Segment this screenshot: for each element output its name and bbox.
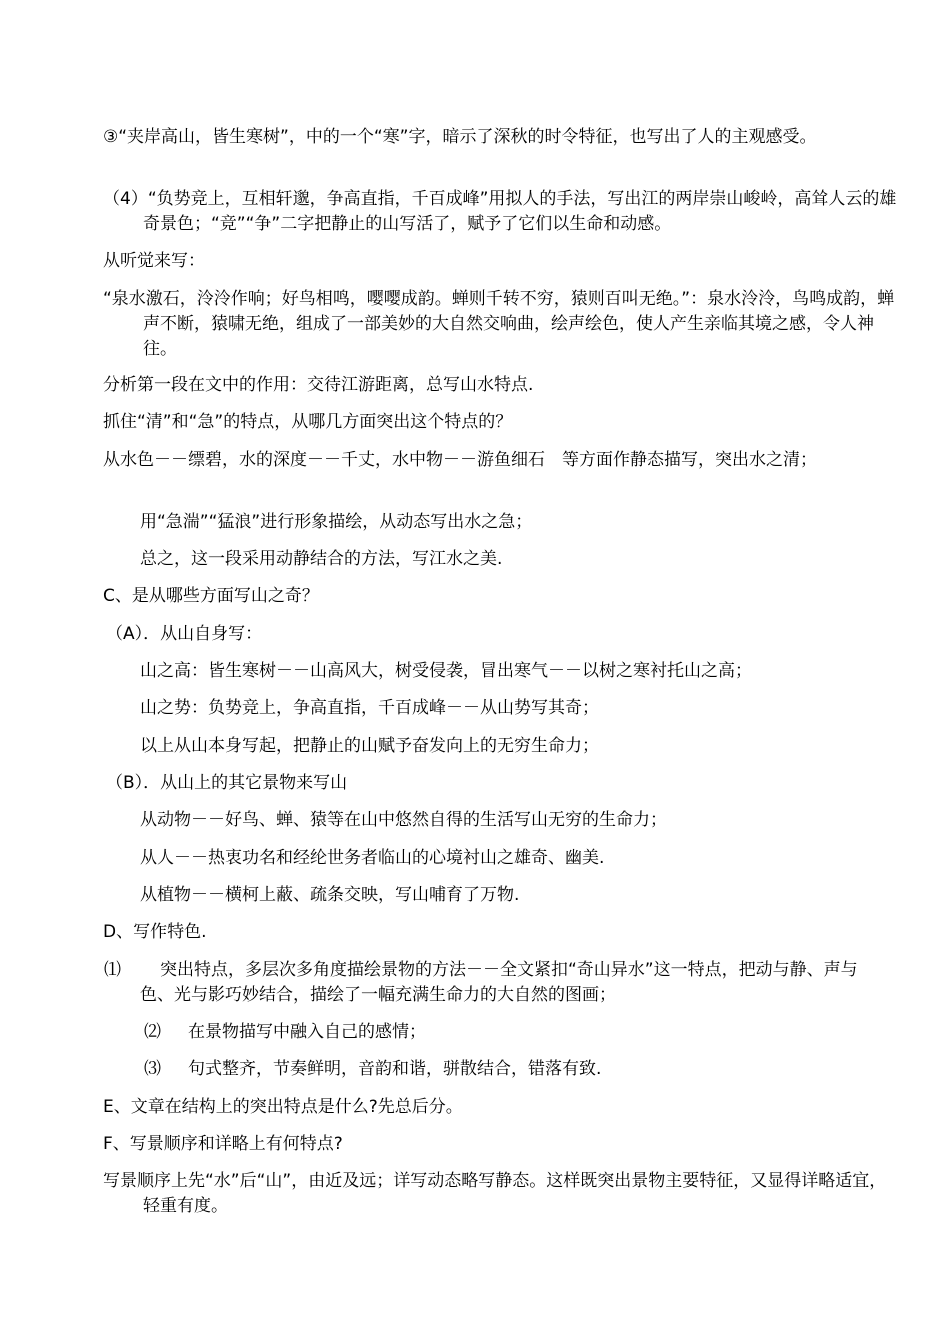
list-number-3: ⑶ xyxy=(144,1059,161,1079)
list-text-1: 突出特点，多层次多角度描绘景物的方法－－全文紧扣“奇山异水”这一特点，把动与静、声与色、光与影巧妙结合，描绘了一幅充满生命力的大自然的图画； xyxy=(140,960,858,1005)
paragraph-sound-description: “泉水激石，泠泠作响；好鸟相鸣，嘤嘤成韵。蝉则千转不穷，猿则百叫无绝。”：泉水泠泠，鸟鸣成韵，蝉声不断，猿啸无绝，组成了一部美妙的大自然交响曲，绘声绘色，使人产生亲临其境之感，令人神往。 xyxy=(103,289,895,359)
paragraph-from-plants: 从植物－－横柯上蔽、疏条交映，写山哺育了万物. xyxy=(140,885,520,905)
paragraph-mountain-vitality: 以上从山本身写起，把静止的山赋予奋发向上的无穷生命力； xyxy=(140,736,599,756)
paragraph-water-dynamic: 用“急湍”“猛浪”进行形象描绘，从动态写出水之急； xyxy=(140,512,533,532)
list-number-1: ⑴ xyxy=(104,960,121,980)
heading-section-c: C、是从哪些方面写山之奇？ xyxy=(103,586,319,606)
paragraph-first-section-role: 分析第一段在文中的作用：交待江游距离，总写山水特点. xyxy=(103,375,534,395)
paragraph-water-summary: 总之，这一段采用动静结合的方法，写江水之美. xyxy=(140,549,503,569)
paragraph-han-character-note: ③“夹岸高山，皆生寒树”，中的一个“寒”字，暗示了深秋的时令特征，也写出了人的主观感受。 xyxy=(103,127,817,147)
list-text-3: 句式整齐，节奏鲜明，音韵和谐，骈散结合，错落有致. xyxy=(188,1059,602,1079)
paragraph-mountain-momentum: 山之势：负势竞上，争高直指，千百成峰－－从山势写其奇； xyxy=(140,698,599,718)
heading-section-e: E、文章在结构上的突出特点是什么?先总后分。 xyxy=(103,1097,463,1117)
list-item-feature-1 xyxy=(104,958,881,1008)
paragraph-order-and-detail: 写景顺序上先“水”后“山”，由近及远；详写动态略写静态。这样既突出景物主要特征，又显得详略适宜，轻重有度。 xyxy=(103,1171,887,1216)
paragraph-point-4: （4）“负势竞上，互相轩邈，争高直指，千百成峰”用拟人的手法，写出江的两岸崇山峻岭，高耸人云的雄奇景色；“竞”“争”二字把静止的山写活了，赋予了它们以生命和动感。 xyxy=(103,189,897,234)
list-item-feature-2 xyxy=(144,1020,863,1045)
heading-section-d: D、写作特色. xyxy=(103,922,207,942)
heading-from-hearing: 从听觉来写： xyxy=(103,251,205,271)
list-number-2: ⑵ xyxy=(144,1022,161,1042)
paragraph-water-static: 从水色－－缥碧，水的深度－－千丈，水中物－－游鱼细石 等方面作静态描写，突出水之清； xyxy=(103,450,817,470)
list-text-2: 在景物描写中融入自己的感情； xyxy=(188,1022,426,1042)
heading-subsection-a: （A）．从山自身写： xyxy=(106,624,263,644)
heading-subsection-b: （B）．从山上的其它景物来写山 xyxy=(106,773,348,793)
paragraph-from-people: 从人－－热衷功名和经纶世务者临山的心境衬山之雄奇、幽美. xyxy=(140,848,605,868)
heading-section-f: F、写景顺序和详略上有何特点? xyxy=(103,1134,343,1154)
paragraph-clear-and-swift-question: 抓住“清”和“急”的特点，从哪几方面突出这个特点的？ xyxy=(103,412,513,432)
paragraph-mountain-height: 山之高：皆生寒树－－山高风大，树受侵袭，冒出寒气－－以树之寒衬托山之高； xyxy=(140,661,752,681)
list-item-feature-3 xyxy=(144,1057,863,1082)
paragraph-from-animals: 从动物－－好鸟、蝉、猿等在山中悠然自得的生活写山无穷的生命力； xyxy=(140,810,667,830)
